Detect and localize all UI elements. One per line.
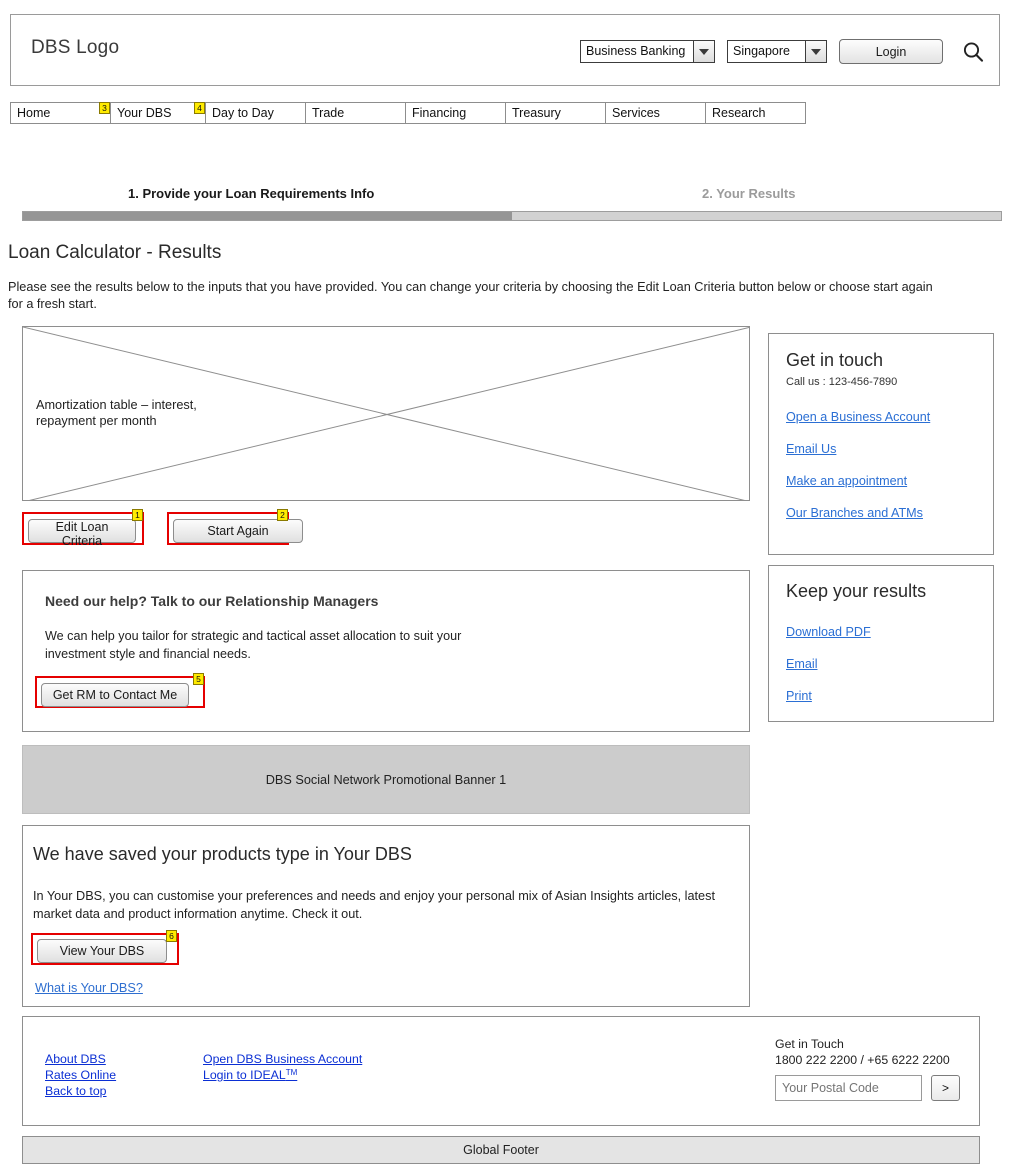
print-link[interactable]: Print — [786, 689, 812, 703]
nav-item-label: Services — [612, 106, 660, 120]
placeholder-label — [36, 397, 197, 429]
nav-item-home[interactable] — [11, 103, 111, 123]
nav-item-label: Treasury — [512, 106, 561, 120]
nav-item-label: Research — [712, 106, 766, 120]
placeholder-label-line: Amortization table – interest, — [36, 398, 197, 412]
step-2-label: 2. Your Results — [702, 186, 796, 201]
progress-bar-fill — [23, 212, 512, 220]
promotional-banner[interactable]: DBS Social Network Promotional Banner 1 — [22, 745, 750, 814]
login-button[interactable]: Login — [839, 39, 943, 64]
relationship-manager-card — [22, 570, 750, 732]
start-again-button[interactable]: Start Again — [173, 519, 303, 543]
view-your-dbs-button[interactable]: View Your DBS — [37, 939, 167, 963]
open-a-business-account-link[interactable]: Open a Business Account — [786, 410, 931, 424]
our-branches-and-atms-link[interactable]: Our Branches and ATMs — [786, 506, 923, 520]
your-dbs-title: We have saved your products type in Your DBS — [33, 844, 412, 864]
dbs-logo: DBS Logo — [31, 37, 120, 58]
step-indicator — [0, 186, 1011, 208]
annotation-badge: 5 — [193, 673, 204, 685]
nav-item-treasury[interactable] — [506, 103, 606, 123]
footer-links-box — [22, 1016, 980, 1126]
page-intro-text: Please see the results below to the inputs that you have provided. You can change your criteria by choosing the Edit Loan Criteria button below or choose start again for a fresh start. — [8, 280, 933, 311]
nav-item-trade[interactable] — [306, 103, 406, 123]
annotation-badge: 2 — [277, 509, 288, 521]
country-select[interactable] — [727, 40, 827, 63]
chevron-down-icon — [805, 41, 826, 62]
annotation-badge: 6 — [166, 930, 177, 942]
nav-item-services[interactable] — [606, 103, 706, 123]
postal-code-input[interactable] — [775, 1075, 922, 1101]
placeholder-label-line: repayment per month — [36, 414, 157, 428]
your-dbs-card — [22, 825, 750, 1007]
segment-select[interactable] — [580, 40, 715, 63]
about-dbs-link[interactable]: About DBS — [45, 1052, 106, 1066]
get-in-touch-title: Get in touch — [786, 350, 884, 370]
email-link[interactable]: Email — [786, 657, 818, 671]
segment-select-value: Business Banking — [586, 44, 686, 58]
your-dbs-text: In Your DBS, you can customise your preferences and needs and enjoy your personal mix of Asian Insights articles, latest market data and product information anytime. Check it out. — [33, 889, 715, 921]
nav-item-your-dbs[interactable] — [111, 103, 206, 123]
rm-card-text: We can help you tailor for strategic and tactical asset allocation to suit your investment style and financial needs. — [45, 629, 462, 661]
login-to-ideal-link[interactable] — [203, 1068, 297, 1082]
rm-card-title: Need our help? Talk to our Relationship Managers — [45, 593, 379, 609]
footer-phone: 1800 222 2200 / +65 6222 2200 — [775, 1053, 950, 1067]
keep-your-results-card — [768, 565, 994, 722]
postal-code-submit-button[interactable]: > — [931, 1075, 960, 1101]
nav-item-label: Financing — [412, 106, 467, 120]
email-us-link[interactable]: Email Us — [786, 442, 837, 456]
annotation-badge: 3 — [99, 102, 110, 114]
annotation-badge: 1 — [132, 509, 143, 521]
nav-item-label: Your DBS — [117, 106, 172, 120]
nav-item-financing[interactable] — [406, 103, 506, 123]
chevron-down-icon — [693, 41, 714, 62]
download-pdf-link[interactable]: Download PDF — [786, 625, 871, 639]
global-footer: Global Footer — [22, 1136, 980, 1164]
trademark-symbol: TM — [285, 1068, 298, 1077]
make-an-appointment-link[interactable]: Make an appointment — [786, 474, 908, 488]
get-rm-to-contact-me-button[interactable]: Get RM to Contact Me — [41, 683, 189, 707]
nav-item-label: Home — [17, 106, 51, 120]
nav-item-label: Trade — [312, 106, 345, 120]
nav-item-label: Day to Day — [212, 106, 274, 120]
amortization-table-placeholder — [22, 326, 750, 501]
edit-loan-criteria-button[interactable]: Edit Loan Criteria — [28, 519, 136, 543]
get-in-touch-phone: Call us : 123-456-7890 — [786, 376, 898, 388]
step-1-label: 1. Provide your Loan Requirements Info — [128, 186, 375, 201]
site-header — [10, 14, 1000, 86]
rates-online-link[interactable]: Rates Online — [45, 1068, 117, 1082]
nav-item-research[interactable] — [706, 103, 806, 123]
main-nav — [10, 102, 806, 124]
back-to-top-link[interactable]: Back to top — [45, 1084, 107, 1098]
what-is-your-dbs-link[interactable]: What is Your DBS? — [35, 981, 143, 995]
footer-get-in-touch-title: Get in Touch — [775, 1037, 844, 1051]
postal-code-form — [775, 1075, 960, 1101]
search-icon[interactable] — [961, 40, 985, 64]
progress-bar — [22, 211, 1002, 221]
nav-item-day-to-day[interactable] — [206, 103, 306, 123]
get-in-touch-card — [768, 333, 994, 555]
keep-your-results-title: Keep your results — [786, 581, 927, 601]
page-title: Loan Calculator - Results — [8, 242, 222, 263]
annotation-badge: 4 — [194, 102, 205, 114]
open-dbs-business-account-link[interactable]: Open DBS Business Account — [203, 1052, 363, 1066]
country-select-value: Singapore — [733, 44, 790, 58]
login-to-ideal-label: Login to IDEAL — [203, 1068, 286, 1082]
header-controls — [580, 39, 985, 64]
